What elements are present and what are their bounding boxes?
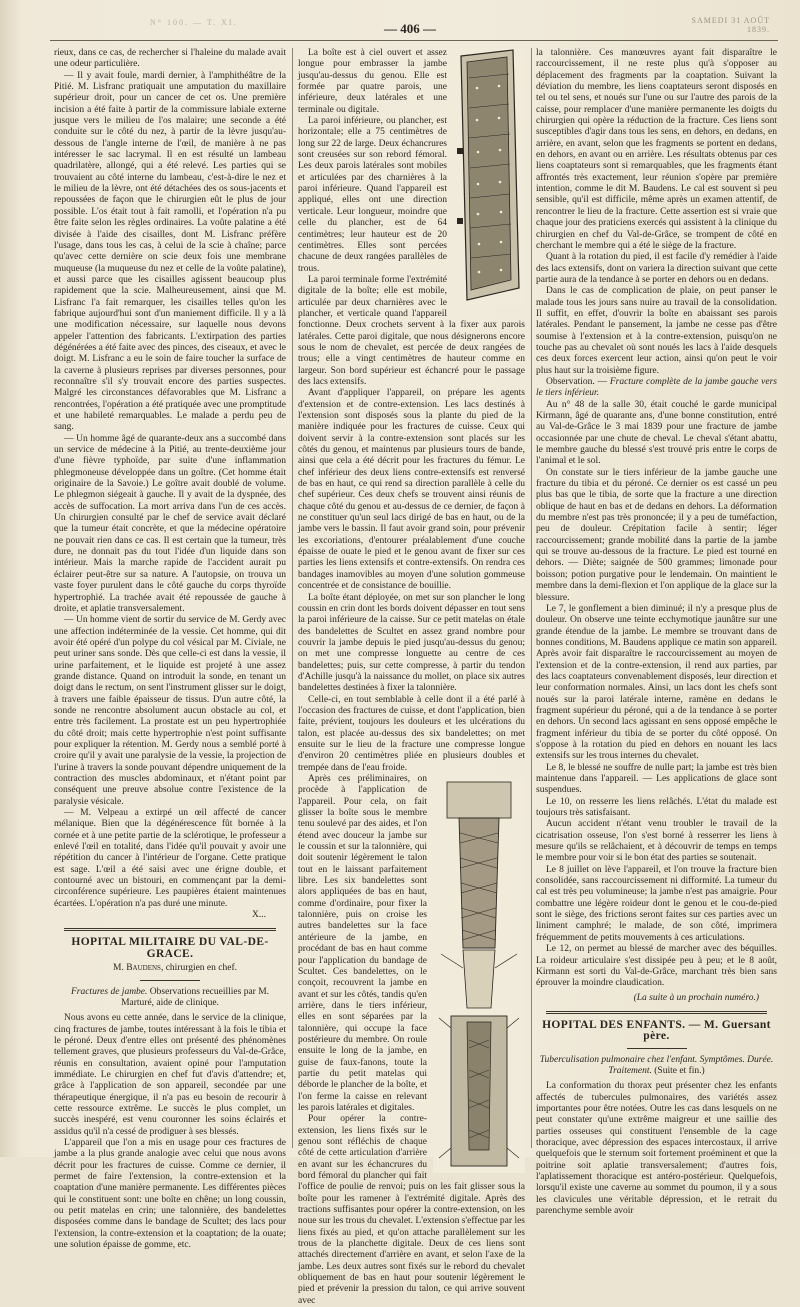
- column-2: [298, 48, 525, 1306]
- page-number: — 406 —: [384, 21, 436, 36]
- paragraph: L'appareil que l'on a mis en usage pour ces fractures de jambe a la plus grande analogie avec celui que nous avons décrit pour les fractures de cuisse. Comme ce dernier, il permet de faire l'extension, la contre-extension et la coaptation d'une manière permanente. Les différentes pièces qui le constituent sont: une boîte en chêne; un long coussin, ou petit matelas en crin; une talonnière, des bandelettes disposées comme dans le bandage de Scultet; des lacs pour l'extension, la contre-extension et la coaptation; de la ouate; une solution épaisse de gomme, etc.: [54, 1137, 286, 1251]
- article-title-italic: Tuberculisation pulmonaire chez l'enfant. Symptômes. Durée. Traitement.: [539, 1054, 774, 1076]
- section-rule: [546, 1011, 767, 1014]
- paragraph: Celle-ci, en tout semblable à celle dont il a été parlé à l'occasion des fractures de cuisse, et dont l'application, bien faite, prévient, toujours les douleurs et les ulcérations du talon, est placée au-dessus des six bandelettes; on met ensuite sur le lieu de la fracture une compresse longue d'environ 20 centimètres pliée en plusieurs doubles et trempée dans de l'eau froide.: [298, 694, 525, 773]
- column-3: [536, 48, 777, 1217]
- article-title: [54, 987, 286, 1010]
- issue-header-ghost: N° 100. — T. XI.: [150, 18, 238, 27]
- section-title: HOPITAL MILITAIRE DU VAL-DE-GRACE.: [71, 936, 269, 960]
- paragraph: On constate sur le tiers inférieur de la jambe gauche une fracture du tibia et du péroné. Ce dernier os est cassé un peu plus bas que le tibia, de sorte que la fracture a une direction oblique de haut en bas et de dedans en dehors. La déformation du membre n'est pas très prononcée; il y a peu de tuméfaction, peu de douleur. Crépitation facile à sentir; léger raccourcissement; grande mobilité dans la partie de la jambe qui se trouve au-dessous de la fracture. Le pied est tourné en dehors. — Diète; saignée de 500 grammes; limonade pour boisson; potion purgative pour le lendemain. On maintient le membre dans la demi-flexion et l'on applique de la glace sur la blessure.: [536, 467, 777, 603]
- column-divider: [292, 48, 293, 1148]
- paragraph: Aucun accident n'étant venu troubler le travail de la cicatrisation osseuse, l'on s'est borné à resserrer les liens à mesure qu'ils se relâchaient, et à découvrir de temps en temps le membre pour voir si le bon état des parties se soutenait.: [536, 819, 777, 864]
- title-rule: [140, 980, 200, 981]
- paragraph: — Un homme vient de sortir du service de M. Gerdy avec une affection indéterminée de la vessie. Cet homme, qui dit avoir été opéré d'un polype du col vésical par M. Civiale, ne peut uriner sans sonde. Dès que celle-ci est dans la vessie, il urine parfaitement, et le liquide est projeté à une assez grande distance. Quand on introduit la sonde, en tenant un doigt dans le rectum, on sent l'instrument glisser sur le doigt, à travers une faible épaisseur de tissus. D'un autre côté, la sonde ne rencontre absolument aucun obstacle au col, et entre très facilement. La prostate est un peu hypertrophiée du côté droit; mais cette hypertrophie n'est point suffisante pour expliquer la rétention. M. Gerdy nous a semblé porté à croire qu'il y avait une paralysie de la vessie, la projection de l'urine à travers la sonde pouvant dépendre uniquement de la contraction des muscles abdominaux, et n'étant point par conséquent une preuve absolue contre l'existence de la paralysie vésicale.: [54, 615, 286, 807]
- paragraph: La boîte étant déployée, on met sur son plancher le long coussin en crin dont les bords doivent dépasser en tout sens la paroi inférieure de la caisse. Sur ce petit matelas on étale des bandelettes de Scultet en assez grand nombre pour couvrir la jambe depuis le pied jusqu'au-dessus du genou; on met une compresse longuette au centre de ces bandelettes; puis, sur cette compresse, à partir du tendon d'Achille jusqu'à la naissance du mollet, on place six autres bandelettes destinées à fixer la talonnière.: [298, 592, 525, 694]
- column-divider: [531, 48, 532, 1148]
- paragraph: Le 7, le gonflement a bien diminué; il n'y a presque plus de douleur. On observe une teinte ecchymotique jaunâtre sur une grande étendue de la jambe. Le membre se trouvant dans de bonnes conditions, M. Baudens applique ce matin son appareil. Après avoir fait disparaître le raccourcissement au moyen de l'extension et de la contre-extension, il rend aux parties, par des lacs coaptateurs convenablement disposés, leur direction et leur conformation normales. Ainsi, un lacs dont les chefs sont noués sur la paroi latérale interne, ramène en dedans le fragment supérieur du péroné, qui a de la tendance à se porter en dehors. Un second lacs agissant en sens opposé empêche le fragment inférieur du tibia de se porter du côté opposé. On s'oppose à la rotation du pied en dehors en nouant les lacs extensifs sur les trous internes du chevalet.: [536, 603, 777, 762]
- paragraph: Pour opérer la contre-extension, les liens fixés sur le genou sont réfléchis de chaque côté de cette articulation d'arrière en avant sur les échancrures du bord fémoral du plancher qui fait l'office de poulie de renvoi; puis on les fait glisser sous la boîte pour les ramener à l'extrémité digitale. Après des tractions suffisantes pour opérer la contre-extension, on les noue sur les trous du chevalet. L'extension s'effectue par les liens fixés au pied, et qu'on attache parallèlement sur les trous de la planchette digitale. Deux de ces liens sont attachés directement d'arrière en avant, et selon l'axe de la jambe. Les deux autres sont fixés sur le rebord du chevalet obliquement de bas en haut pour soutenir légèrement le pied et prévenir la pression du talon, ce qui arrive souvent avec: [298, 1114, 525, 1306]
- column-1: [54, 48, 286, 1251]
- paragraph: La paroi inférieure, ou plancher, est horizontale; elle a 75 centimètres de long sur 22 de large. Deux échancrures sont creusées sur son rebord fémoral. Les deux parois latérales sont mobiles et articulées par des charnières à la paroi inférieure. Quand l'appareil est appliqué, elles ont une direction verticale. Leur longueur, moindre que celle du plancher, est de 64 centimètres; leur hauteur est de 20 centimètres. Elles sont percées chacune de deux rangées parallèles de trous.: [298, 116, 447, 274]
- paragraph: Le 12, on permet au blessé de marcher avec des béquilles. La roideur articulaire s'est dissipée peu à peu; et le 8 août, Kirmann est sorti du Val-de-Grâce, marchant très bien sans éprouver la moindre claudication.: [536, 944, 777, 989]
- article-title: [536, 1055, 777, 1078]
- paragraph: Avant d'appliquer l'appareil, on prépare les agents d'extension et de contre-extension. Les lacs destinés à l'extension sont disposés sous la plante du pied de la manière indiquée pour les fractures de cuisse. Ceux qui doivent servir à la contre-extension sont placés sur les côtés du genou, et maintenus par plusieurs tours de bande, ainsi que cela a été décrit pour les fractures du fémur. Le chef inférieur des deux liens contre-extensifs est renversé de bas en haut, ce qui rend sa direction parallèle à celle du chef supérieur. Ces deux chefs se trouvent ainsi réunis de chaque côté du genou et au-dessus de ce dernier, de façon à ne constituer qu'un seul lacs dirigé de bas en haut, ou de la jambe vers le bassin. Il faut avoir grand soin, pour prévenir les excoriations, d'entourer préalablement d'une couche épaisse de ouate le pied et le genou avant de fixer sur ces parties les liens extensifs et contre-extensifs. On rendra ces bandages inamovibles au moyen d'une solution gommeuse concentrée et de consistance de bouillie.: [298, 388, 525, 592]
- splint-box-illustration: [453, 48, 525, 306]
- paragraph: Le 10, on resserre les liens relâchés. L'état du malade est toujours très satisfaisant.: [536, 796, 777, 819]
- observation-label: Observation. —: [546, 376, 610, 387]
- paragraph: Le 8, le blessé ne souffre de nulle part; la jambe est très bien maintenue dans l'appareil. — Les applications de glace sont suspendues.: [536, 762, 777, 796]
- engraving-leg-in-apparatus: [433, 778, 525, 1173]
- paragraph: Au n° 48 de la salle 30, était couché le garde municipal Kirmann, âgé de quarante ans, d'une bonne constitution, entré au Val-de-Grâce le 3 mai 1839 pour une fracture de jambe occasionnée par une chute de cheval. Le cheval s'étant abattu, le membre gauche du blessé s'est trouvé pris entre le corps de l'animal et le sol.: [536, 399, 777, 467]
- date-stamp: SAMEDI 31 AOÛT 1839.: [691, 16, 770, 34]
- signature: X...: [252, 910, 266, 921]
- article-title-italic: Fractures de jambe.: [70, 986, 148, 997]
- continuation-note: (La suite à un prochain numéro.): [633, 992, 759, 1003]
- paragraph: Quant à la rotation du pied, il est facile d'y remédier à l'aide des lacs extensifs, dont on variera la direction suivant que cette partie aura de la tendance à se porter en dehors ou en dedans.: [536, 252, 777, 285]
- paragraph: — M. Velpeau a extirpé un œil affecté de cancer mélanique. Bien que la dégénérescence fût bornée à la cornée et à une petite partie de la sclérotique, le professeur a enlevé l'œil en totalité, dans l'idée qu'il pouvait y avoir une répétition du cancer à l'intérieur de l'organe. Cette pratique est sage. L'œil a été saisi avec une érigne double, et contourné avec un bistouri, en commençant par la demi-circonférence supérieure. Les paupières étaient maintenues écartées. L'opération n'a pas duré une minute.: [54, 808, 286, 909]
- paragraph: Dans le cas de complication de plaie, on peut panser le malade tous les jours sans nuire au travail de la consolidation. Il suffit, en effet, d'ouvrir la boîte en abaissant ses parois latérales. Pendant le pansement, la jambe ne cesse pas d'être soumise à l'extension et à la contre-extension, puisqu'on ne touche pas au chevalet où sont noués les lacs à l'aide desquels ces deux forces exercent leur action, ainsi qu'on peut le voir plus haut sur la troisième figure.: [536, 286, 777, 376]
- title-rule: [627, 1048, 687, 1049]
- paragraph: — Il y avait foule, mardi dernier, à l'amphithéâtre de la Pitié. M. Lisfranc pratiquait une amputation du maxillaire supérieur droit, pour un cancer de cet os. Une première incision a été faite à partir de la commissure labiale externe jusque vers le milieu de l'os malaire; une seconde a été conduite sur le côté du nez, à partir de la lèvre jusqu'au-dessous de l'angle interne de l'œil, de manière à ne pas intéresser le sac lacrymal. Il en est résulté un lambeau quadrilatère, allongé, qui a été relevé. Les parties qui se trouvaient au côté interne du lambeau, c'est-à-dire le nez et le milieu de la lèvre, ont été détachées des os sous-jacents et repoussées de façon que le chirurgien eût le plus de jour possible. L'os était tout à fait ramolli, et l'opération n'a pu être faite selon les règles ordinaires. La voûte palatine a été divisée à l'aide des cisailles, dont M. Lisfranc préfère l'usage, dans tous les cas, à celui de la scie à chaîne; parce qu'avec cette dernière on scie deux fois une membrane muqueuse (la muqueuse du nez et celle de la voûte palatine), et aussi parce que les cisailles agissent beaucoup plus rapidement que la scie. Malheureusement, ainsi que M. Lisfranc l'a fait remarquer, les cisailles telles qu'on les fabrique aujourd'hui sont d'un maniement difficile. Il y a là une modification nécessaire, sur laquelle nous devons appeler l'attention des fabricants. L'extirpation des parties dégénérées a été faite avec des pinces, des ciseaux, et avec le doigt. M. Lisfranc a eu le soin de faire toucher la surface de la caverne à plusieurs reprises par diverses personnes, pour reconnaître s'il s'y trouvait encore des parties suspectes. Malgré les circonstances défavorables que M. Lisfranc a rencontrées, l'opération a été pratiquée avec une promptitude et une habileté remarquables. Le malade a perdu peu de sang.: [54, 70, 286, 433]
- paragraph: Le 8 juillet on lève l'appareil, et l'on trouve la fracture bien consolidée, sans raccourcissement ni difformité. La tumeur du cal est très peu volumineuse; la jambe n'est pas amaigrie. Pour combattre une légère roideur dont le genou et le cou-de-pied sont le siège, des frictions seront faites sur ces parties avec un liniment camphré; le malade, de son côté, imprimera fréquemment de petits mouvements à ces articulations.: [536, 864, 777, 943]
- paragraph: Après ces préliminaires, on procède à l'application de l'appareil. Pour cela, on fait glisser la boîte sous le membre tenu soulevé par des aides, et l'on étend avec douceur la jambe sur le coussin et sur la talonnière, qui doit soutenir légèrement le talon tout en le laissant parfaitement libre. Les six bandelettes sont alors appliquées de bas en haut, comme d'ordinaire, pour fixer la talonnière, puis on croise les autres bandelettes sur la face antérieure de la jambe, en procédant de bas en haut comme pour l'application du bandage de Scultet. Ces bandelettes, on le conçoit, recouvrent la jambe en avant et sur les côtés, tandis qu'en arrière, dans le tiers inférieur, elles en sont séparées par la talonnière, qui occupe la face postérieure du membre. On roule ensuite le long de la jambe, en guise de faux-fanons, toute la partie du petit matelas qui déborde le plancher de la boîte, et l'on ferme la caisse en relevant les parois latérales et digitales.: [298, 774, 427, 1113]
- leg-apparatus-illustration: [433, 778, 525, 1173]
- header-rule: [50, 40, 778, 41]
- engraving-splint-box: [453, 48, 525, 306]
- section-title: HOPITAL DES ENFANTS. — M. Guersant père.: [542, 1018, 771, 1043]
- article-title-rest: Observations recueillies par M. Marturé, aide de clinique.: [121, 986, 270, 1008]
- observation-heading: [536, 377, 777, 400]
- paragraph: la talonnière. Ces manœuvres ayant fait disparaître le raccourcissement, il ne reste plus qu'à s'opposer au déplacement des fragments par la coaptation. Suivant la déviation du membre, les liens coaptateurs seront disposés en tel ou tel sens, et noués sur l'une ou sur l'autre des parois de la caisse, pour remplacer d'une manière permanente les doigts du chirurgien qui opère la réduction de la fracture. Ces liens sont susceptibles d'agir dans tous les sens, en dehors, en dedans, en arrière, en avant, selon que les fragments se portent en dedans, en dehors, en avant ou en arrière. Les résultats obtenus par ces liens coaptateurs sont si remarquables, que les fragments étant affrontés très exactement, leur réunion s'opère par première intention, comme le dit M. Baudens. Le cal est souvent si peu sensible, qu'il est difficile, même après un examen attentif, de rencontrer le lieu de la fracture. Cette assertion est si vraie que chaque jour des praticiens exercés qui assistent à la clinique du chirurgien en chef du Val-de-Grâce, se trompent de côté en cherchant le membre qui a été le siège de la fracture.: [536, 48, 777, 251]
- surgeon-role: , chirurgien en chef.: [160, 963, 237, 974]
- paragraph: La conformation du thorax peut présenter chez les enfants affectés de tubercules pulmonaires, des variétés assez importantes pour être notées. Outre les cas dans lesquels on ne peut constater qu'une extrême maigreur et une saillie des parties osseuses qui constituent l'ensemble de la cage thoracique, avec dépression des espaces intercostaux, il arrive quelquefois que le sternum soit fortement proéminent et que la poitrine soit aplatie transversalement; d'autres fois, l'aplatissement thoracique est antéro-postérieur. Quelquefois, lorsqu'il existe une caverne au sommet du poumon, il y a sous les clavicules une véritable dépression, et le retrait du parenchyme semble avoir: [536, 1081, 777, 1217]
- section-rule: [64, 928, 276, 931]
- paragraph: — Un homme âgé de quarante-deux ans a succombé dans un service de médecine à la Pitié, au trente-deuxième jour d'une fièvre typhoïde, par suite d'une inflammation phlegmoneuse développée dans un goître. (Cet homme était originaire de la Savoie.) Le goître avait doublé de volume. Le phlegmon siégeait à gauche. Il y avait de la dyspnée, des accès de suffocation. La mort arriva dans l'un de ces accès. Un chirurgien consulté par le chef de service avait déclaré que la tumeur était concrète, et que la médecine opératoire ne pouvait rien dans ce cas. Il est certain que la tumeur, très dure, ne donnait pas du tout l'idée d'un liquide dans son intérieur. Mais la marche rapide de l'accident aurait pu éclairer peut-être sur sa nature. A l'autopsie, on trouva un vaste foyer purulent dans le côté gauche du corps thyroïde hypertrophié. La trachée avait été repoussée de gauche à droite, et aplatie transversalement.: [54, 433, 286, 614]
- surgeon-name: M. Baudens: [113, 963, 161, 974]
- paragraph: Nous avons eu cette année, dans le service de la clinique, cinq fractures de jambe, toutes intéressant à la fois le tibia et le péroné. Deux d'entre elles ont présenté des phénomènes tellement graves, que plusieurs professeurs du Val-de-Grâce, réunis en consultation, avaient opiné pour l'amputation immédiate. Le chirurgien en chef fut d'avis d'attendre; et, grâce à l'application de son appareil, secondée par une thérapeutique énergique, il n'a pas eu besoin de recourir à cette ressource extrême. Le succès le plus complet, un succès inespéré, est venu couronner les soins éclairés et assidus qu'il n'a cessé de prodiguer à ses blessés.: [54, 1013, 286, 1137]
- paragraph: La boîte est à ciel ouvert et assez longue pour embrasser la jambe jusqu'au-dessus du genou. Elle est formée par quatre parois, une inférieure, deux latérales et une terminale ou digitale.: [298, 48, 447, 115]
- paragraph: La paroi terminale forme l'extrémité digitale de la boîte; elle est mobile, articulée par deux charnières avec le plancher, et verticale quand l'appareil fonctionne. Deux crochets servent à la fixer aux parois latérales. Cette paroi digitale, que nous désignerons encore sous le nom de chevalet, est percée de deux rangées de trous; elle a vingt centimètres de hauteur comme en largeur. Son bord supérieur est échancré pour le passage des lacs extensifs.: [298, 274, 525, 387]
- observation-title: Fracture complète de la jambe gauche vers le tiers inférieur.: [536, 376, 777, 399]
- paragraph: rieux, dans ce cas, de rechercher si l'haleine du malade avait une odeur particulière.: [54, 48, 286, 70]
- article-title-rest: (Suite et fin.): [651, 1065, 705, 1076]
- section-subtitle: [54, 963, 286, 974]
